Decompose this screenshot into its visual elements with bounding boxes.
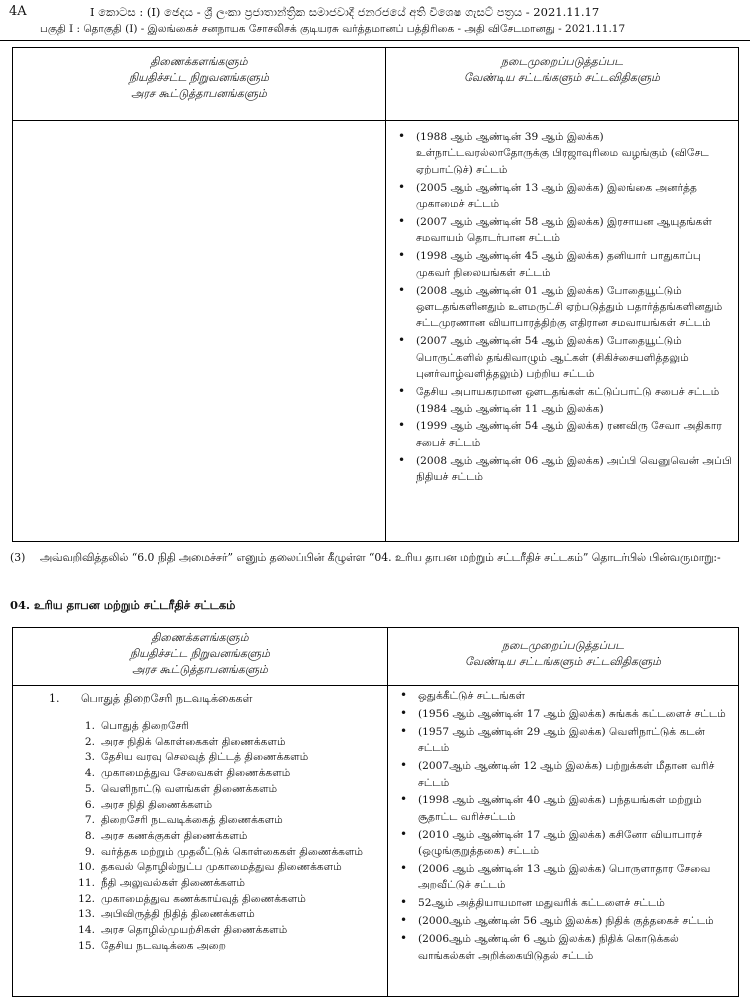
list-item: • (2010 ஆம் ஆண்டின் 17 ஆம் இலக்க) கசினோ வியாபாரச் (ஒழுங்குறுத்தகை) சட்டம் bbox=[388, 827, 738, 860]
list-item bbox=[13, 813, 387, 829]
item-text: தேசிய நடவடிக்கை அறை bbox=[101, 939, 226, 952]
heading-line: நடைமுறைப்படுத்தப்பட bbox=[502, 639, 624, 652]
item-text: பொதுத் திறைசேரி bbox=[101, 720, 190, 732]
list-item bbox=[13, 860, 387, 876]
header-tamil-title: பகுதி I : தொகுதி (I) - இலங்கைச் சனநாயக சோசலிசக் குடியரசு வர்த்தமானப் பத்திரிகை - அதி விசேடமானது - 2021.11.17 bbox=[40, 23, 626, 35]
heading-line: வேண்டிய சட்டங்களும் சட்டவிதிகளும் bbox=[464, 655, 662, 668]
list-item: • (1956 ஆம் ஆண்டின் 17 ஆம் இலக்க) சுங்கக் கட்டளைச் சட்டம் bbox=[388, 706, 738, 722]
item-number: 3. bbox=[84, 751, 95, 764]
list-item bbox=[13, 829, 387, 845]
list-item: • (2007 ஆம் ஆண்டின் 54 ஆம் இலக்க) போதையூட்டும் பொருட்களில் தங்கிவாழும் ஆட்கள் (சிகிச்சையளித்தலும் புனர்வாழ்வளித்தலும்) பற்றிய சட்டம் bbox=[386, 333, 738, 382]
table2-departments-cell bbox=[13, 686, 388, 997]
item-number: 13. bbox=[78, 908, 95, 921]
list-item bbox=[13, 923, 387, 939]
item-number: 15. bbox=[78, 939, 95, 952]
list-item: • (2008 ஆம் ஆண்டின் 06 ஆம் இலக்க) அப்பி வெனுவென் அப்பி நிதியச் சட்டம் bbox=[386, 453, 738, 486]
item-text: அரச கணக்குகள் திணைக்களம் bbox=[101, 829, 248, 842]
list-item bbox=[13, 798, 387, 814]
list-item: • (1999 ஆம் ஆண்டின் 54 ஆம் இலக்க) ரணவிரு சேவா அதிகார சபைச் சட்டம் bbox=[386, 418, 738, 451]
list-item bbox=[13, 845, 387, 861]
item-number: 12. bbox=[78, 892, 95, 905]
item-number: 2. bbox=[84, 735, 95, 748]
list-item bbox=[13, 939, 387, 955]
item-number: 6. bbox=[84, 798, 95, 811]
list-item bbox=[13, 735, 387, 751]
group-number: 1. bbox=[49, 692, 60, 705]
header-sinhala-title: I කොටස : (I) ඡෙදය - ශ්‍රී ලංකා ප්‍රජාතාන්ත්‍රික සමාජවාදී ජනරජයේ අති විශෙෂ ගැසට් පත්‍රය - 2021.11.17 bbox=[90, 5, 600, 19]
list-item: • (2008 ஆம் ஆண்டின் 01 ஆம் இலக்க) போதையூட்டும் ஔடதங்களினதும் உளமருட்சி ஏற்படுத்தும் பதார்த்தங்களினதும் சட்டமுரணான வியாபாரத்திற்கு எதிரான சமவாயங்கள் சட்டம் bbox=[386, 283, 738, 332]
item-number: 9. bbox=[84, 845, 95, 858]
item-number: 14. bbox=[78, 924, 95, 937]
list-item: • ஒதுக்கீட்டுச் சட்டங்கள் bbox=[388, 688, 738, 704]
item-text: அபிவிருத்தி நிதித் திணைக்களம் bbox=[101, 908, 255, 921]
heading-line: நியதிச்சட்ட நிறுவனங்களும் bbox=[129, 71, 269, 84]
page-number: 4A bbox=[9, 4, 27, 19]
item-text: முகாமைத்துவ சேவைகள் திணைக்களம் bbox=[101, 767, 291, 780]
list-item bbox=[13, 892, 387, 908]
heading-line: அரச கூட்டுத்தாபனங்களும் bbox=[131, 87, 267, 100]
item-text: திறைசேரி நடவடிக்கைத் திணைக்களம் bbox=[101, 814, 283, 827]
item-number: 7. bbox=[84, 814, 95, 827]
item-text: தகவல் தொழில்நுட்ப முகாமைத்துவ திணைக்களம் bbox=[101, 861, 342, 874]
list-item: • (2007ஆம் ஆண்டின் 12 ஆம் இலக்க) பற்றுக்கள் மீதான வரிச் சட்டம் bbox=[388, 758, 738, 791]
table2-right-heading bbox=[388, 628, 739, 686]
list-item: • (1957 ஆம் ஆண்டின் 29 ஆம் இலக்க) வெளிநாட்டுக் கடன் சட்டம் bbox=[388, 724, 738, 757]
table2-law-list bbox=[388, 688, 738, 964]
department-list bbox=[13, 719, 387, 955]
list-item bbox=[13, 719, 387, 735]
item-text: முகாமைத்துவ கணக்காய்வுத் திணைக்களம் bbox=[101, 892, 306, 905]
table-1 bbox=[12, 47, 739, 542]
list-item bbox=[13, 750, 387, 766]
table2-left-heading bbox=[13, 628, 388, 686]
item-number: 8. bbox=[84, 829, 95, 842]
table1-departments-cell bbox=[13, 121, 386, 542]
list-item: • (1988 ஆம் ஆண்டின் 39 ஆம் இலக்க) உள்நாட்டவரல்லாதோருக்கு பிரஜாவுரிமை வழங்கும் (விசேட ஏற்பாட்டுச்) சட்டம் bbox=[386, 129, 738, 178]
list-item: • (1998 ஆம் ஆண்டின் 45 ஆம் இலக்க) தனியார் பாதுகாப்பு முகவர் நிலையங்கள் சட்டம் bbox=[386, 248, 738, 281]
table1-right-heading bbox=[386, 48, 739, 121]
heading-line: திணைக்களங்களும் bbox=[151, 631, 249, 644]
item-number: 11. bbox=[78, 877, 95, 890]
item-text: வர்த்தக மற்றும் முதலீட்டுக் கொள்கைகள் திணைக்களம் bbox=[101, 845, 364, 858]
list-item bbox=[13, 876, 387, 892]
table1-left-heading bbox=[13, 48, 386, 121]
heading-line: அரச கூட்டுத்தாபனங்களும் bbox=[132, 663, 268, 676]
heading-line: நடைமுறைப்படுத்தப்பட bbox=[501, 55, 623, 68]
section-heading: 04. உரிய தாபன மற்றும் சட்டரீதிச் சட்டகம் bbox=[10, 598, 236, 612]
table1-laws-cell bbox=[386, 121, 739, 542]
list-item: • (2006ஆம் ஆண்டின் 6 ஆம் இலக்க) நிதிக் கொடுக்கல் வாங்கல்கள் அறிக்கையிடுதல் சட்டம் bbox=[388, 931, 738, 964]
item-number: 5. bbox=[84, 782, 95, 795]
table1-law-list bbox=[386, 129, 738, 486]
item-text: வெளிநாட்டு வளங்கள் திணைக்களம் bbox=[101, 782, 278, 795]
list-item: • (2007 ஆம் ஆண்டின் 58 ஆம் இலக்க) இரசாயன ஆயுதங்கள் சமவாயம் தொடர்பான சட்டம் bbox=[386, 214, 738, 247]
department-group-title bbox=[13, 692, 387, 707]
item-number: 1. bbox=[84, 720, 95, 732]
item-text: அரச தொழில்முயற்சிகள் திணைக்களம் bbox=[101, 924, 288, 937]
paragraph-text: அவ்வறிவித்தலில் “6.0 நிதி அமைச்சர்” எனும் தலைப்பின் கீழுள்ள “04. உரிய தாபன மற்றும் சட்டரீதிச் சட்டகம்” தொடர்பில் பின்வருமாறு:- bbox=[40, 551, 721, 564]
item-text: தேசிய வரவு செலவுத் திட்டத் திணைக்களம் bbox=[101, 751, 309, 764]
item-text: அரச நிதிக் கொள்கைகள் திணைக்களம் bbox=[101, 735, 286, 748]
list-item: • (2006 ஆம் ஆண்டின் 13 ஆம் இலக்க) பொருளாதார சேவை அறவீட்டுச் சட்டம் bbox=[388, 861, 738, 894]
paragraph-3 bbox=[10, 549, 735, 567]
header-rule bbox=[0, 40, 750, 41]
item-number: 10. bbox=[78, 861, 95, 874]
list-item: • 52ஆம் அத்தியாயமான மதுவரிக் கட்டளைச் சட்டம் bbox=[388, 895, 738, 911]
list-item: • தேசிய அபாயகரமான ஔடதங்கள் கட்டுப்பாட்டு சபைச் சட்டம் (1984 ஆம் ஆண்டின் 11 ஆம் இலக்க) bbox=[386, 384, 738, 417]
paragraph-number: (3) bbox=[10, 551, 26, 564]
item-text: நீதி அலுவல்கள் திணைக்களம் bbox=[101, 877, 245, 890]
table-2 bbox=[12, 627, 739, 997]
item-number: 4. bbox=[84, 767, 95, 780]
heading-line: வேண்டிய சட்டங்களும் சட்டவிதிகளும் bbox=[463, 71, 661, 84]
list-item bbox=[13, 782, 387, 798]
list-item bbox=[13, 766, 387, 782]
list-item: • (1998 ஆம் ஆண்டின் 40 ஆம் இலக்க) பந்தயங்கள் மற்றும் சூதாட்ட வரிச்சட்டம் bbox=[388, 792, 738, 825]
group-title: பொதுத் திறைசேரி நடவடிக்கைகள் bbox=[81, 692, 253, 705]
list-item: • (2000ஆம் ஆண்டின் 56 ஆம் இலக்க) நிதிக் குத்தகைச் சட்டம் bbox=[388, 913, 738, 929]
heading-line: நியதிச்சட்ட நிறுவனங்களும் bbox=[130, 647, 270, 660]
table2-laws-cell bbox=[388, 686, 739, 997]
item-text: அரச நிதி திணைக்களம் bbox=[101, 798, 213, 811]
heading-line: திணைக்களங்களும் bbox=[150, 55, 248, 68]
list-item: • (2005 ஆம் ஆண்டின் 13 ஆம் இலக்க) இலங்கை அனர்த்த முகாமைச் சட்டம் bbox=[386, 180, 738, 213]
list-item bbox=[13, 907, 387, 923]
